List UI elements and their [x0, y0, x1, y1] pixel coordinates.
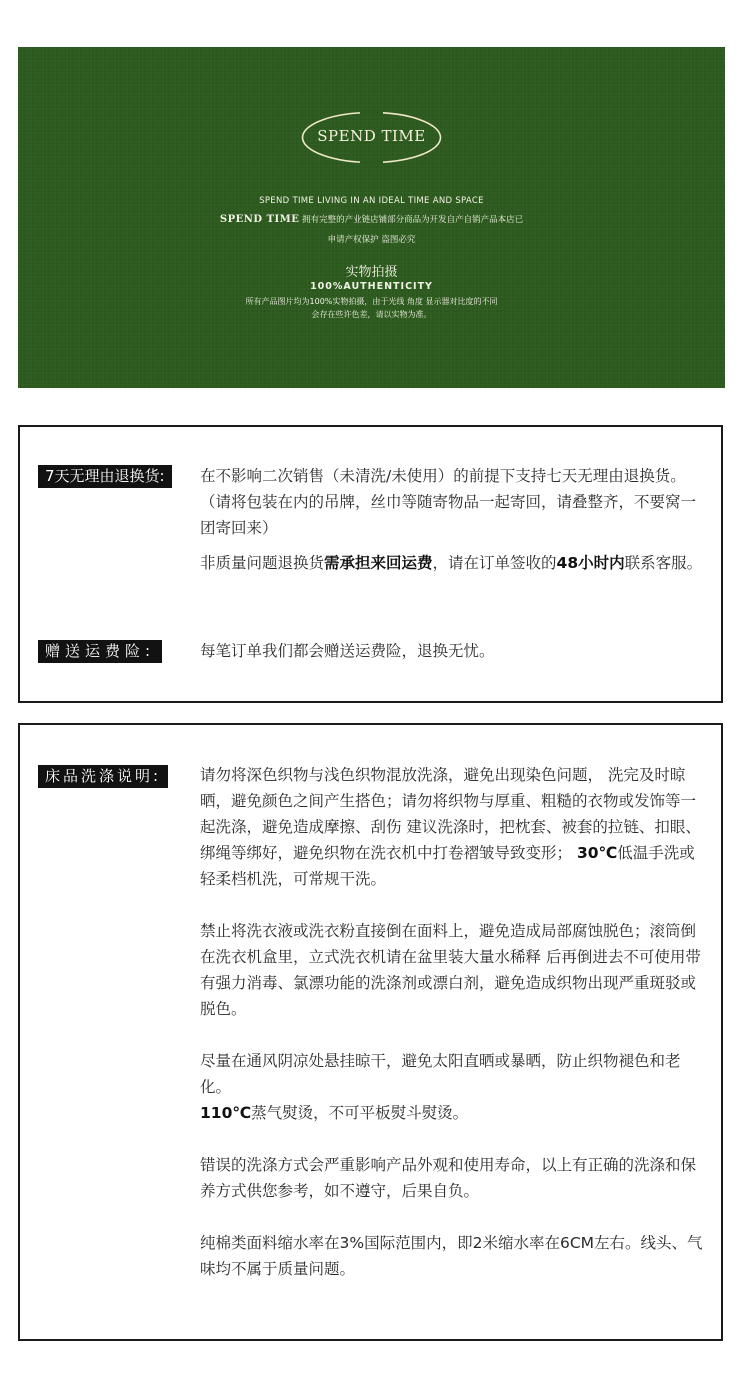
ip-notice: 申请产权保护 盗图必究 — [327, 235, 416, 245]
washing-para-2: 禁止将洗衣液或洗衣粉直接倒在面料上，避免造成局部腐蚀脱色；滚筒倒在洗衣机盒里，立式洗衣机请在盆里装大量水稀释 后再倒进去不可使用带有强力消毒、氯漂功能的洗涤剂或漂白剂，避免造成织物出现严重斑驳或脱色。 — [200, 922, 701, 1018]
photo-note-2: 会存在些许色差，请以实物为准。 — [311, 310, 432, 319]
brand-name: SPEND TIME — [219, 214, 300, 225]
returns-text-2 — [200, 550, 708, 576]
returns-text-2-middle: ，请在订单签收的 — [432, 554, 557, 572]
returns-text-2-prefix: 非质量问题退换货 — [200, 554, 325, 572]
washing-para-5: 纯棉类面料缩水率在3%国际范围内，即2米缩水率在6CM左右。线头、气味均不属于质量问题。 — [200, 1234, 703, 1278]
photo-note-1: 所有产品图片均为100%实物拍摄，由于光线 角度 显示器对比度的不同 — [245, 297, 498, 306]
washing-label: 床品洗涤说明: — [38, 765, 168, 788]
washing-para-1-suffix: 低温手洗或轻柔档机洗，可常规干洗。 — [200, 844, 695, 888]
washing-ironing — [200, 1100, 708, 1126]
brand-banner — [18, 47, 725, 388]
washing-para-1-text: 请勿将深色织物与浅色织物混放洗涤，避免出现染色问题， 洗完及时晾晒，避免颜色之间产生搭色；请勿将织物与厚重、粗糙的衣物或发饰等一起洗涤，避免造成摩擦、刮伤 建议洗涤时，把枕套、被套的拉链、扣眼、 绑绳等绑好，避免织物在洗衣机中打卷褶皱导致变形； — [200, 766, 701, 862]
chain-text: 拥有完整的产业链店铺部分商品为开发自产自销产品本店已 — [302, 215, 524, 225]
logo-text: SPEND TIME — [317, 127, 426, 145]
washing-para-1 — [200, 762, 708, 892]
returns-text-2-bold: 需承担来回运费 — [324, 554, 433, 572]
washing-temp-30: 30℃ — [576, 844, 618, 862]
brand-tagline: SPEND TIME LIVING IN AN IDEAL TIME AND SPACE — [259, 196, 484, 206]
returns-text-2-deadline: 48小时内 — [556, 554, 625, 572]
washing-para-4: 错误的洗涤方式会严重影响产品外观和使用寿命，以上有正确的洗涤和保养方式供您参考，如不遵守，后果自负。 — [200, 1156, 697, 1200]
washing-ironing-text: 蒸气熨烫，不可平板熨斗熨烫。 — [251, 1104, 469, 1122]
returns-label: 7天无理由退换货: — [38, 465, 172, 488]
photo-title: 实物拍摄 — [345, 265, 398, 280]
washing-instructions-box — [18, 723, 723, 1341]
brand-chain-line — [18, 213, 725, 225]
returns-content — [200, 463, 708, 576]
returns-policy-box — [18, 425, 723, 703]
authenticity-heading: 100%AUTHENTICITY — [310, 281, 433, 292]
washing-content — [200, 762, 708, 1282]
brand-logo — [300, 110, 443, 165]
washing-temp-110: 110℃ — [200, 1104, 252, 1122]
returns-text-2-suffix: 联系客服。 — [624, 554, 703, 572]
insurance-text: 每笔订单我们都会赠送运费险，退换无忧。 — [200, 642, 495, 660]
returns-text-1: 在不影响二次销售（未清洗/未使用）的前提下支持七天无理由退换货。（请将包装在内的吊牌，丝巾等随寄物品一起寄回，请叠整齐，不要窝一团寄回来） — [200, 467, 697, 537]
washing-para-3: 尽量在通风阴凉处悬挂晾干，避免太阳直晒或暴晒，防止织物褪色和老化。 — [200, 1052, 681, 1096]
insurance-label: 赠送运费险: — [38, 640, 162, 663]
